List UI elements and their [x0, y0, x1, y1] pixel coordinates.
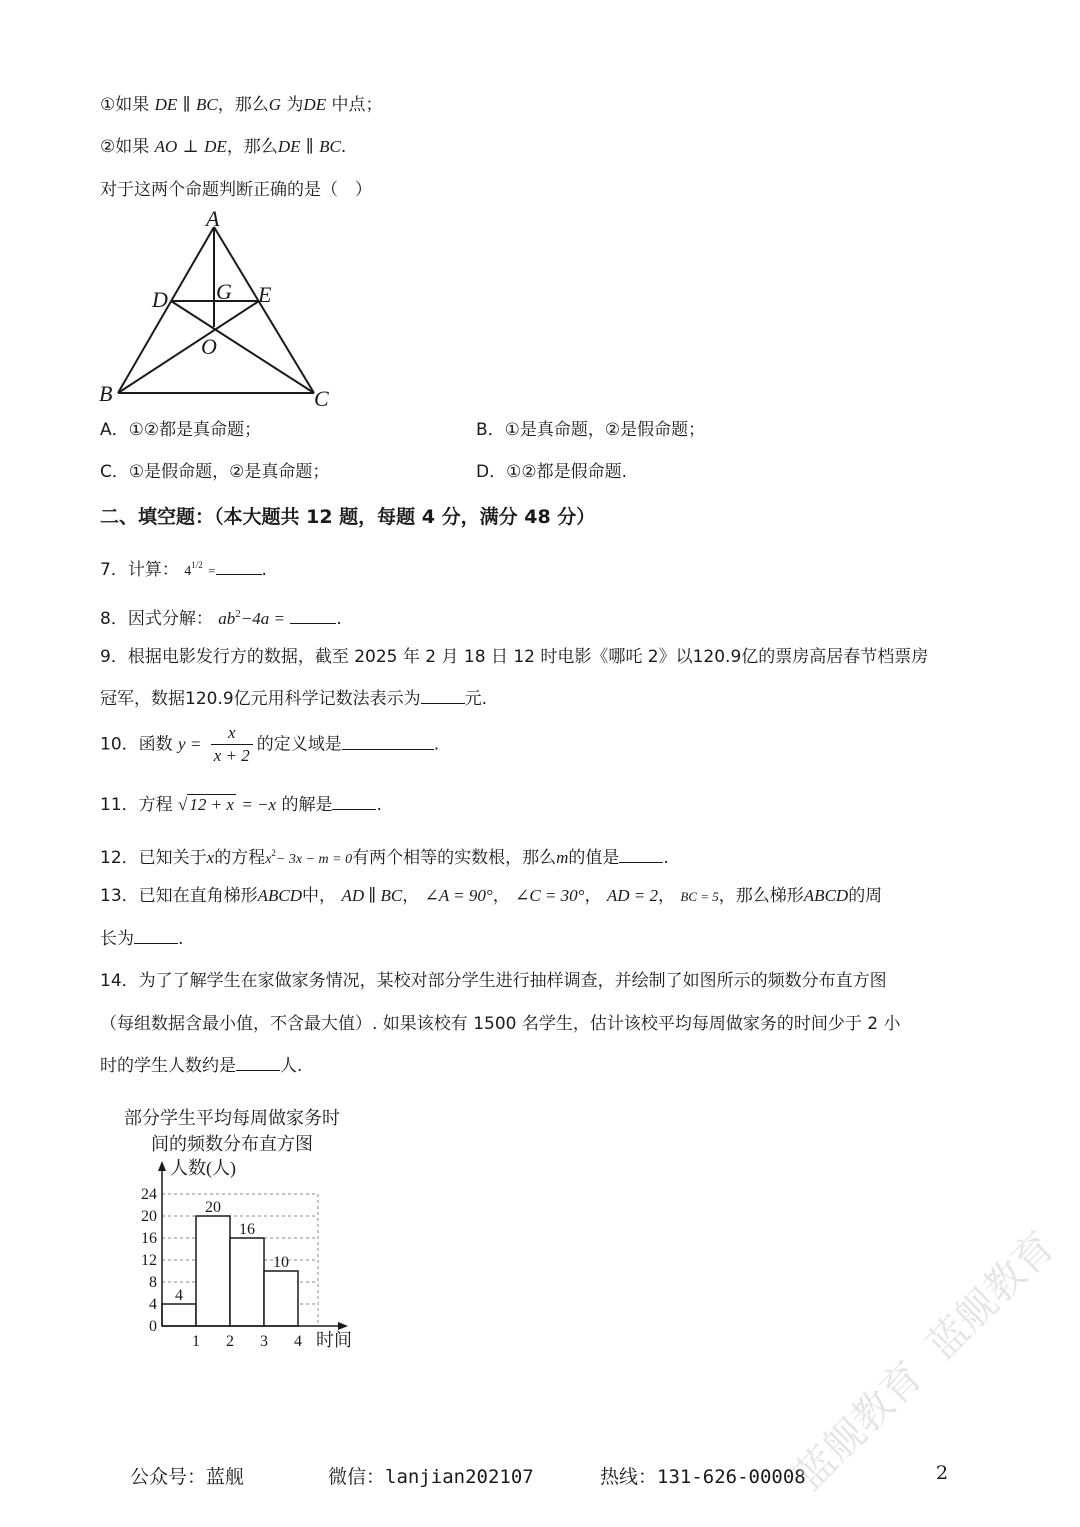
- question-7: 7．计算： $4^{1/2}$ = .: [100, 560, 267, 580]
- page-number: 2: [936, 1462, 949, 1484]
- label-d: D: [152, 287, 168, 312]
- bar-value-label: 10: [273, 1254, 289, 1271]
- y-tick-label: 12: [141, 1252, 157, 1269]
- fraction: $\frac{x}{x + 2}$: [211, 723, 253, 766]
- question-11: 11．方程 √ 12 + x = −x 的解是 .: [100, 795, 382, 815]
- footer-hotline: 热线：131-626-00008: [600, 1466, 806, 1488]
- x-tick-label: 3: [260, 1333, 268, 1350]
- question-12: 12．已知关于x的方程$x^2- 3x - m = 0$有两个相等的实数根，那么m的值是 .: [100, 848, 669, 868]
- y-tick-label: 24: [141, 1186, 157, 1203]
- x-tick-label: 2: [226, 1333, 234, 1350]
- bar-value-label: 20: [205, 1199, 221, 1216]
- footer-gzh: 公众号：蓝舰: [130, 1466, 245, 1488]
- option-c: C．①是假命题，②是真命题；: [100, 462, 330, 482]
- y-tick-label: 20: [141, 1208, 157, 1225]
- x-tick-label: 4: [294, 1333, 302, 1350]
- q6-statement-1: ①如果 DE ∥ BC，那么G 为DE 中点；: [100, 95, 383, 115]
- x-tick-label: 1: [192, 1333, 200, 1350]
- y-axis-arrow: [158, 1161, 166, 1171]
- label-g: G: [216, 279, 232, 304]
- bar-value-label: 16: [239, 1221, 255, 1238]
- watermark-2: 蓝舰教育: [918, 1223, 1065, 1369]
- question-14-line-2: （每组数据含最小值，不含最大值）. 如果该校有 1500 名学生，估计该校平均每周做家务的时间少于 2 小: [100, 1014, 901, 1034]
- y-tick-label: 8: [149, 1274, 157, 1291]
- chart-title-line-1: 部分学生平均每周做家务时: [124, 1108, 340, 1129]
- x-axis-label: 时间: [316, 1330, 352, 1350]
- question-9-line-2: 冠军，数据120.9亿元用科学记数法表示为 元.: [100, 689, 488, 709]
- histogram-bar: [264, 1271, 298, 1326]
- question-8: 8．因式分解： $ab^2-4a$ = .: [100, 608, 342, 629]
- histogram-bar: [162, 1304, 196, 1326]
- question-13-line-2: 长为 .: [100, 929, 184, 949]
- question-9-line-1: 9．根据电影发行方的数据，截至 2025 年 2 月 18 日 12 时电影《哪吒 2》以120.9亿的票房高居春节档票房: [100, 647, 929, 667]
- label-e: E: [258, 282, 272, 307]
- y-tick-label: 0: [149, 1318, 157, 1335]
- histogram-bar: [230, 1238, 264, 1326]
- option-b: B．①是真命题，②是假命题；: [476, 420, 706, 440]
- label-o: O: [201, 334, 217, 359]
- y-axis-label: 人数(人): [170, 1158, 236, 1178]
- question-14-line-3: 时的学生人数约是 人.: [100, 1056, 303, 1076]
- option-a: A．①②都是真命题；: [100, 420, 262, 440]
- label-c: C: [314, 386, 329, 410]
- label-b: B: [99, 381, 113, 406]
- label-a: A: [206, 206, 220, 231]
- y-tick-label: 4: [149, 1296, 157, 1313]
- q6-statement-2: ②如果 AO ⊥ DE，那么DE ∥ BC.: [100, 137, 347, 157]
- option-d: D．①②都是假命题.: [476, 462, 627, 482]
- chart-title-line-2: 间的频数分布直方图: [151, 1134, 313, 1155]
- section-2-header: 二、填空题：（本大题共 12 题，每题 4 分，满分 48 分）: [100, 506, 596, 528]
- question-13-line-1: 13．已知在直角梯形ABCD中， AD ∥ BC， ∠A = 90°， ∠C = 30°， AD = 2， BC = 5，那么梯形ABCD的周: [100, 886, 883, 906]
- y-tick-label: 16: [141, 1230, 157, 1247]
- footer-wechat: 微信：lanjian202107: [328, 1466, 534, 1488]
- question-14-line-1: 14．为了了解学生在家做家务情况，某校对部分学生进行抽样调查，并绘制了如图所示的频数分布直方图: [100, 971, 887, 991]
- triangle-figure: [90, 205, 350, 410]
- q6-question: 对于这两个命题判断正确的是（ ）: [100, 180, 372, 200]
- histogram-chart: [120, 1158, 370, 1358]
- histogram-bar: [196, 1216, 230, 1326]
- question-10: 10．函数 y = $\frac{x}{x + 2}$ 的定义域是 .: [100, 723, 440, 765]
- x-axis-arrow: [338, 1322, 348, 1330]
- watermark-1: 蓝舰教育: [786, 1353, 933, 1499]
- bar-value-label: 4: [175, 1287, 183, 1304]
